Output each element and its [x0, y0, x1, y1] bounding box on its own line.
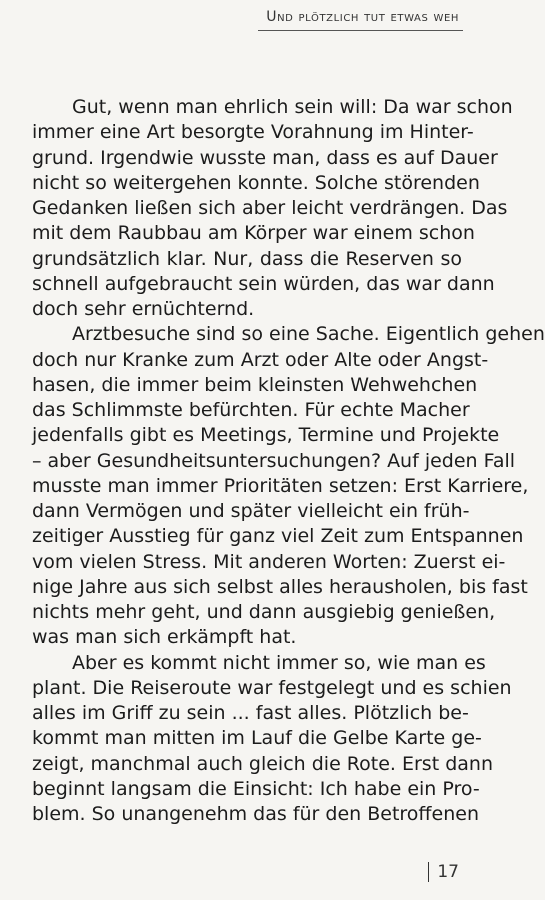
text-line: Aber es kommt nicht immer so, wie man es	[72, 651, 486, 674]
text-line: zeigt, manchmal auch gleich die Rote. Erst dann	[32, 752, 493, 775]
folio-divider	[428, 862, 429, 882]
text-line: grund. Irgendwie wusste man, dass es auf Dauer	[32, 146, 498, 169]
text-line: Gut, wenn man ehrlich sein will: Da war schon	[72, 96, 513, 118]
text-line: blem. So unangenehm das für den Betroffenen	[32, 803, 479, 825]
text-line: Gedanken ließen sich aber leicht verdrängen. Das	[32, 197, 508, 219]
text-line: jedenfalls gibt es Meetings, Termine und Projekte	[32, 424, 500, 447]
paragraph	[32, 322, 545, 650]
running-head-text: Und plötzlich tut etwas weh	[266, 9, 459, 25]
text-line: mit dem Raubbau am Körper war einem schon	[32, 222, 475, 245]
text-line: nicht so weitergehen konnte. Solche störenden	[32, 171, 480, 194]
paragraph	[32, 651, 512, 828]
text-line: alles im Griff zu sein ... fast alles. Plötzlich be-	[32, 702, 469, 724]
text-line: – aber Gesundheitsuntersuchungen? Auf jeden Fall	[32, 449, 516, 472]
text-line: das Schlimmste befürchten. Für echte Macher	[32, 399, 470, 421]
text-line: plant. Die Reiseroute war festgelegt und es schien	[32, 676, 512, 699]
text-line: doch nur Kranke zum Arzt oder Alte oder Angst-	[32, 348, 489, 371]
text-line: zeitiger Ausstieg für ganz viel Zeit zum Entspannen	[32, 525, 524, 548]
text-line: dann Vermögen und später vielleicht ein früh-	[32, 500, 470, 522]
text-line: vom vielen Stress. Mit anderen Worten: Zuerst ei-	[32, 550, 506, 573]
text-line: immer eine Art besorgte Vorahnung im Hinter-	[32, 121, 474, 144]
text-line: schnell aufgebraucht sein würden, das war dann	[32, 272, 495, 295]
text-line: Arztbesuche sind so eine Sache. Eigentlich gehen	[72, 323, 545, 346]
text-line: grundsätzlich klar. Nur, dass die Reserven so	[32, 247, 462, 270]
running-head	[266, 9, 459, 25]
folio	[428, 862, 459, 882]
page-number: 17	[437, 862, 459, 882]
paragraph	[32, 95, 513, 322]
text-line: was man sich erkämpft hat.	[32, 626, 297, 649]
body-text	[32, 95, 545, 827]
text-line: kommt man mitten im Lauf die Gelbe Karte ge-	[32, 727, 482, 750]
text-line: hasen, die immer beim kleinsten Wehwehchen	[32, 373, 478, 396]
text-line: musste man immer Prioritäten setzen: Erst Karriere,	[32, 474, 529, 497]
running-head-rule	[258, 30, 463, 31]
text-line: beginnt langsam die Einsicht: Ich habe ein Pro-	[32, 777, 480, 800]
text-line: doch sehr ernüchternd.	[32, 298, 255, 320]
text-line: nichts mehr geht, und dann ausgiebig genießen,	[32, 601, 496, 623]
text-line: nige Jahre aus sich selbst alles herausholen, bis fast	[32, 575, 528, 598]
